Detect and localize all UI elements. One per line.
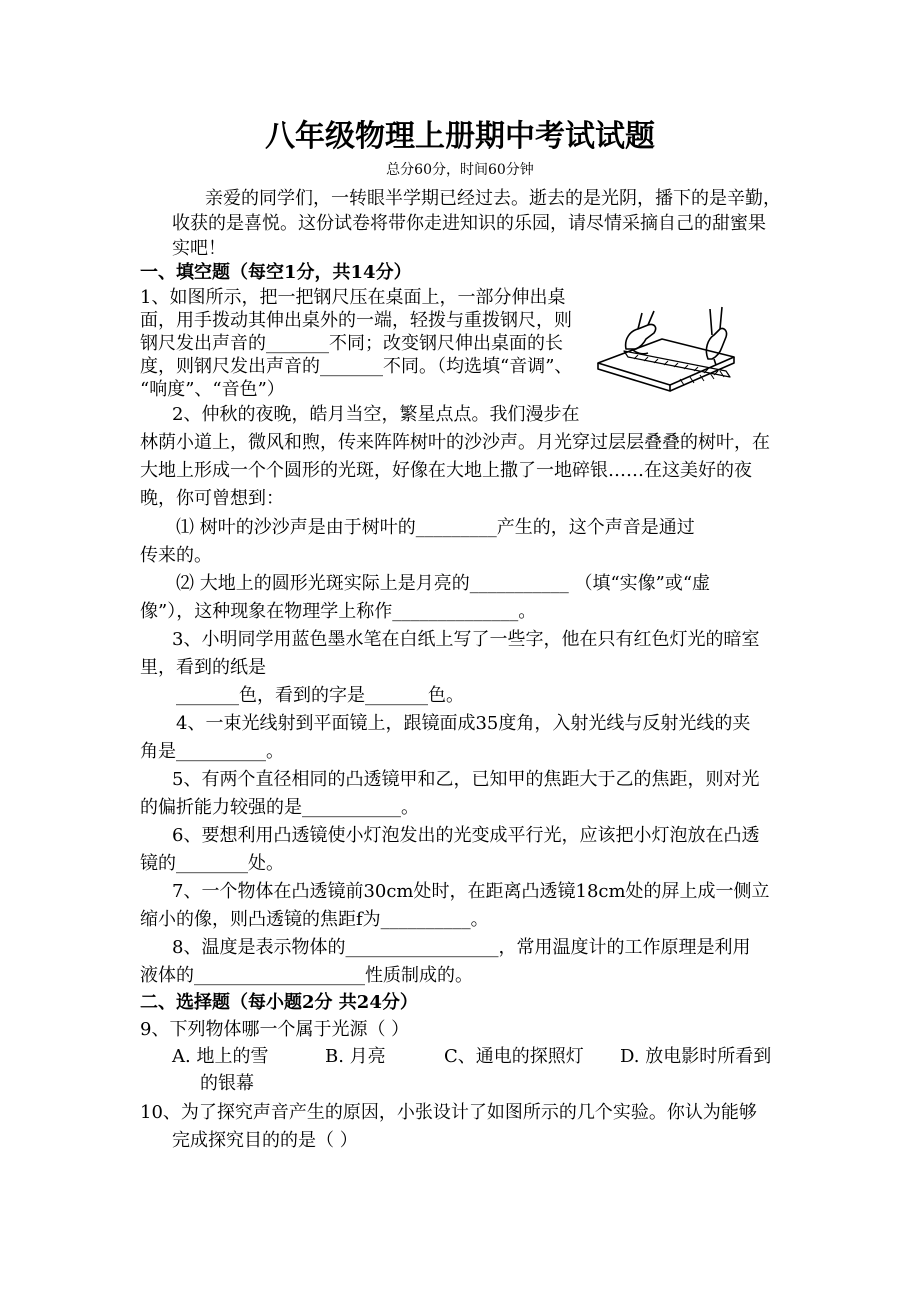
section-heading-choice: 二、选择题（每小题2分 共24分） bbox=[140, 992, 418, 1013]
question-line: 1、如图所示，把一把钢尺压在桌面上，一部分伸出桌 bbox=[140, 287, 566, 308]
question-line: 2、仲秋的夜晚，皓月当空，繁星点点。我们漫步在 bbox=[172, 404, 580, 425]
question-line: 林荫小道上，微风和煦，传来阵阵树叶的沙沙声。月光穿过层层叠叠的树叶，在 bbox=[140, 432, 770, 453]
intro-line: 收获的是喜悦。这份试卷将带你走进知识的乐园，请尽情采摘自己的甜蜜果 bbox=[172, 213, 766, 234]
question-line: 里，看到的纸是 bbox=[140, 657, 266, 678]
question-line: 10、为了探究声音产生的原因，小张设计了如图所示的几个实验。你认为能够 bbox=[140, 1102, 757, 1123]
choice-option-d-continued: 的银幕 bbox=[200, 1073, 254, 1094]
question-line: 缩小的像，则凸透镜的焦距f为__________。 bbox=[140, 909, 489, 930]
section-heading-fill-in: 一、填空题（每空1分，共14分） bbox=[140, 262, 412, 283]
question-line: _______色，看到的字是_______色。 bbox=[176, 685, 464, 706]
question-line: 角是__________。 bbox=[140, 741, 284, 762]
page-subtitle: 总分60分，时间60分钟 bbox=[386, 162, 534, 178]
question-line: 3、小明同学用蓝色墨水笔在白纸上写了一些字，他在只有红色灯光的暗室 bbox=[172, 629, 760, 650]
question-line: 4、一束光线射到平面镜上，跟镜面成35度角，入射光线与反射光线的夹 bbox=[176, 713, 751, 734]
question-line: 传来的。 bbox=[140, 545, 212, 566]
question-line: 镜的________处。 bbox=[140, 853, 284, 874]
question-line: 7、一个物体在凸透镜前30cm处时，在距离凸透镜18cm处的屏上成一侧立 bbox=[172, 881, 770, 902]
question-line: “响度”、“音色”） bbox=[140, 379, 285, 400]
question-stem: 9、下列物体哪一个属于光源（ ） bbox=[140, 1019, 410, 1040]
choice-option-b: B. 月亮 bbox=[325, 1046, 386, 1067]
question-line: 8、温度是表示物体的_________________，常用温度计的工作原理是利用 bbox=[172, 937, 751, 958]
question-line: 面，用手拨动其伸出桌外的一端，轻拨与重拨钢尺，则 bbox=[140, 310, 572, 331]
intro-line: 亲爱的同学们，一转眼半学期已经过去。逝去的是光阴，播下的是辛勤， bbox=[205, 188, 781, 209]
question-line: 钢尺发出声音的_______不同；改变钢尺伸出桌面的长 bbox=[140, 333, 563, 354]
question-line: 度，则钢尺发出声音的_______不同。（均选填“音调”、 bbox=[140, 356, 573, 377]
intro-line: 实吧！ bbox=[172, 238, 226, 259]
question-line: 液体的___________________性质制成的。 bbox=[140, 965, 473, 986]
question-line: 的偏折能力较强的是___________。 bbox=[140, 797, 419, 818]
page-title: 八年级物理上册期中考试试题 bbox=[265, 119, 655, 154]
choice-option-c: C、通电的探照灯 bbox=[444, 1046, 584, 1067]
question-line: 5、有两个直径相同的凸透镜甲和乙，已知甲的焦距大于乙的焦距，则对光 bbox=[172, 769, 760, 790]
question-line: 像”），这种现象在物理学上称作______________。 bbox=[140, 601, 537, 622]
question-line: 晚，你可曾想到： bbox=[140, 488, 284, 509]
question-line: ⑵ 大地上的圆形光斑实际上是月亮的___________ （填“实像”或“虚 bbox=[176, 573, 711, 594]
question-line: 完成探究目的的是（ ） bbox=[172, 1130, 358, 1151]
choice-option-d: D. 放电影时所看到 bbox=[620, 1046, 772, 1067]
choice-option-a: A. 地上的雪 bbox=[172, 1046, 269, 1067]
ruler-on-table-illustration bbox=[596, 305, 736, 401]
question-line: ⑴ 树叶的沙沙声是由于树叶的_________产生的，这个声音是通过 bbox=[176, 517, 695, 538]
question-line: 6、要想利用凸透镜使小灯泡发出的光变成平行光，应该把小灯泡放在凸透 bbox=[172, 825, 760, 846]
question-line: 大地上形成一个个圆形的光斑，好像在大地上撒了一地碎银……在这美好的夜 bbox=[140, 460, 752, 481]
